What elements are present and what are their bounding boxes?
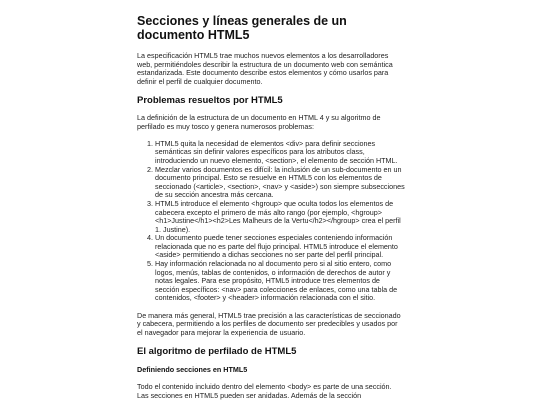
document-title: Secciones y líneas generales de un documento HTML5: [137, 14, 347, 42]
list-item: 5. Hay información relacionada no al documento pero si al sitio entero, como logos, menús, tablas de contenidos, o información de derechos de autor y notas legales. Para ese propósito, HTML5 introduce tres elementos de sección específicos: <nav> para colecciones de enlaces, como una tabla de contenidos, <footer> y <header> información relacionada con el sitio.: [155, 260, 405, 303]
intro-paragraph: La especificación HTML5 trae muchos nuevos elementos a los desarrolladores web, permitiéndoles describir la estructura de un documento web con semántica estandarizada. Este documento describe estos elementos y cómo usarlos para definir el perfil de cualquier documento.: [137, 51, 393, 86]
problems-paragraph: La definición de la estructura de un documento en HTML 4 y su algoritmo de perfilado es muy tosco y genera numerosos problemas:: [137, 112, 381, 131]
list-item: 3. HTML5 introduce el elemento <hgroup> que oculta todos los elementos de cabecera excepto el primero de más alto rango (por ejemplo, <hgroup><h1>Justine</h1><h2>Les Malheurs de la Vertu</h2></hgroup> crea el perfil 1. Justine).: [155, 200, 405, 234]
list-item: 4. Un documento puede tener secciones especiales conteniendo información relacionada que no es parte del flujo principal. HTML5 introduce el elemento <aside> permitiendo a dichas secciones no ser parte del perfil principal.: [155, 234, 405, 260]
defining-paragraph: Todo el contenido incluido dentro del elemento <body> es parte de una sección. Las secciones en HTML5 pueden ser anidadas. Además de la sección: [137, 382, 392, 400]
list-item: 2. Mezclar varios documentos es difícil: la inclusión de un sub-documento en un documento principal. Esto se resuelve en HTML5 con los elementos de seccionado (<article>, <section>, <nav> y <aside>) son siempre subsecciones de su sección ancestra más cercana.: [155, 166, 405, 200]
document-content: [137, 14, 405, 405]
section-heading-algorithm: El algoritmo de perfilado de HTML5: [137, 346, 297, 357]
list-item: 1. HTML5 quita la necesidad de elementos <div> para definir secciones semánticas sin definir valores específicos para los atributos class, introduciendo un nuevo elemento, <section>, el elemento de sección HTML.: [155, 140, 405, 166]
problems-list: [137, 140, 405, 303]
section-heading-problems: Problemas resueltos por HTML5: [137, 94, 283, 106]
subsection-heading-defining: Definiendo secciones en HTML5: [137, 365, 248, 374]
closing-paragraph: De manera más general, HTML5 trae precisión a las características de seccionado y cabecera, permitiendo a los perfiles de documento ser predecibles y usados por el navegador para mejorar la experiencia de usuario.: [137, 310, 401, 337]
